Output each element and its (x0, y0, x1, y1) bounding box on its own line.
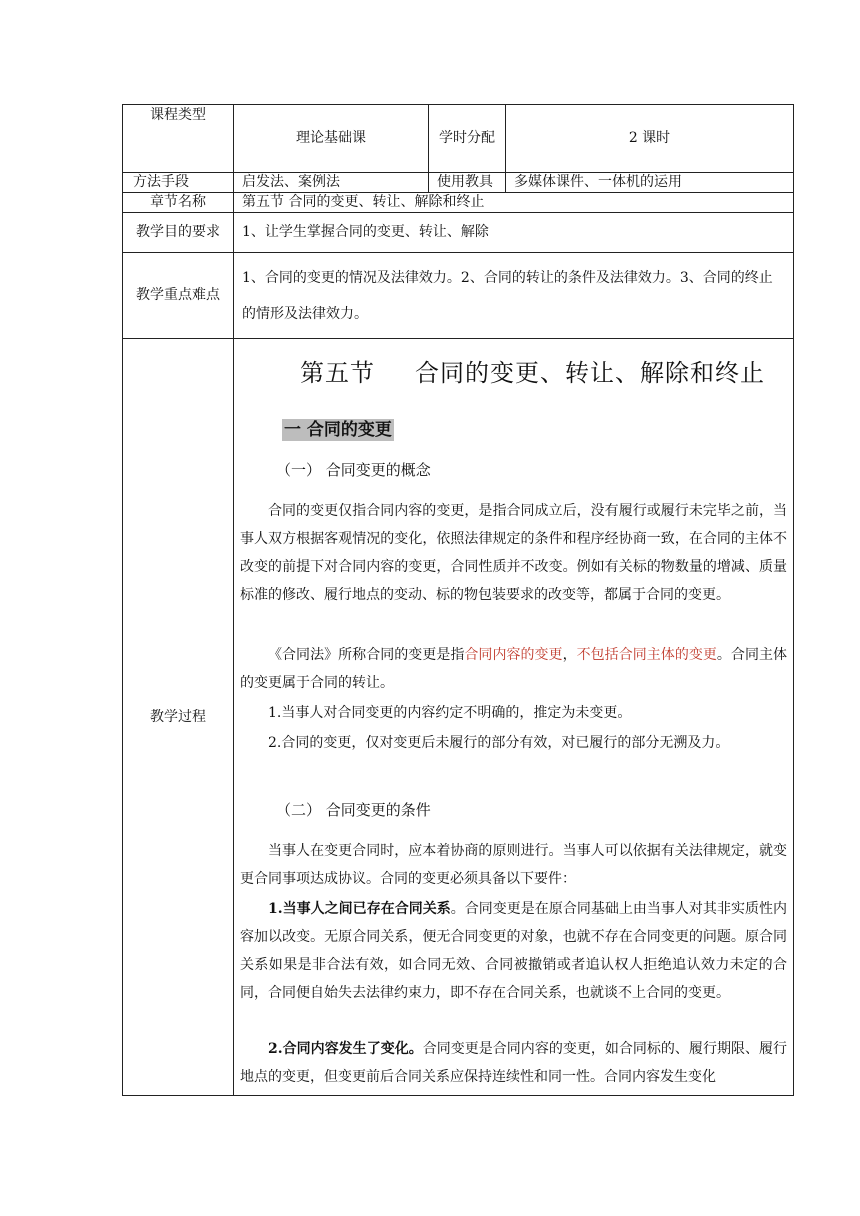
hours-value: 2 课时 (506, 105, 794, 173)
paragraph-condition-2: 2.合同内容发生了变化。合同变更是合同内容的变更，如合同标的、履行期限、履行地点的变更，但变更前后合同关系应保持连续性和同一性。合同内容发生变化 (240, 1041, 787, 1085)
section-number: 第五节 (300, 359, 375, 387)
list-item-1: 1.当事人对合同变更的内容约定不明确的，推定为未变更。 (268, 705, 632, 721)
course-type-label: 课程类型 (123, 105, 234, 173)
highlight-content-change: 合同内容的变更 (464, 647, 563, 663)
process-label: 教学过程 (123, 339, 234, 1096)
chapter-value: 第五节 合同的变更、转让、解除和终止 (234, 193, 794, 213)
goal-value: 1、让学生掌握合同的变更、转让、解除 (234, 213, 794, 253)
course-type-value: 理论基础课 (234, 105, 429, 173)
key-points-label: 教学重点难点 (123, 253, 234, 339)
section-title-text: 合同的变更、转让、解除和终止 (415, 359, 765, 387)
hours-label: 学时分配 (429, 105, 506, 173)
key-points-value: 1、合同的变更的情况及法律效力。2、合同的转让的条件及法律效力。3、合同的终止的情形及法律效力。 (234, 253, 794, 339)
highlight-no-subject-change: 不包括合同主体的变更 (576, 647, 717, 663)
section-title (300, 359, 765, 388)
condition-1-title: 1.当事人之间已存在合同关系 (268, 901, 451, 917)
paragraph-contract-law: 《合同法》所称合同的变更是指合同内容的变更，不包括合同主体的变更。合同主体的变更属于合同的转让。 (240, 647, 788, 691)
heading-contract-change: 一 合同的变更 (284, 420, 392, 440)
subheading-conditions: （二） 合同变更的条件 (276, 801, 431, 819)
paragraph-concept: 合同的变更仅指合同内容的变更，是指合同成立后，没有履行或履行未完毕之前，当事人双方根据客观情况的变化，依照法律规定的条件和程序经协商一致，在合同的主体不改变的前提下对合同内容的变更，合同性质并不改变。例如有关标的物数量的增减、质量标准的修改、履行地点的变动、标的物包装要求的改变等，都属于合同的变更。 (240, 503, 787, 603)
subheading-concept: （一） 合同变更的概念 (276, 461, 431, 479)
paragraph-conditions: 当事人在变更合同时，应本着协商的原则进行。当事人可以依据有关法律规定，就变更合同事项达成协议。合同的变更必须具备以下要件： (240, 843, 787, 887)
paragraph-condition-1: 1.当事人之间已存在合同关系。合同变更是在原合同基础上由当事人对其非实质性内容加以改变。无原合同关系，便无合同变更的对象，也就不存在合同变更的问题。原合同关系如果是非合法有效，如合同无效、合同被撤销或者追认权人拒绝追认效力未定的合同，合同便自始失去法律约束力，即不存在合同关系，也就谈不上合同的变更。 (240, 901, 787, 1001)
tools-label: 使用教具 (429, 173, 506, 193)
method-value: 启发法、案例法 (234, 173, 429, 193)
tools-value: 多媒体课件、一体机的运用 (506, 173, 794, 193)
process-content (234, 339, 794, 1096)
chapter-label: 章节名称 (123, 193, 234, 213)
list-item-2: 2.合同的变更，仅对变更后未履行的部分有效，对已履行的部分无溯及力。 (268, 735, 730, 751)
lesson-plan-table (122, 104, 794, 1096)
method-label: 方法手段 (123, 173, 234, 193)
goal-label: 教学目的要求 (123, 213, 234, 253)
condition-2-title: 2.合同内容发生了变化 (268, 1041, 409, 1057)
